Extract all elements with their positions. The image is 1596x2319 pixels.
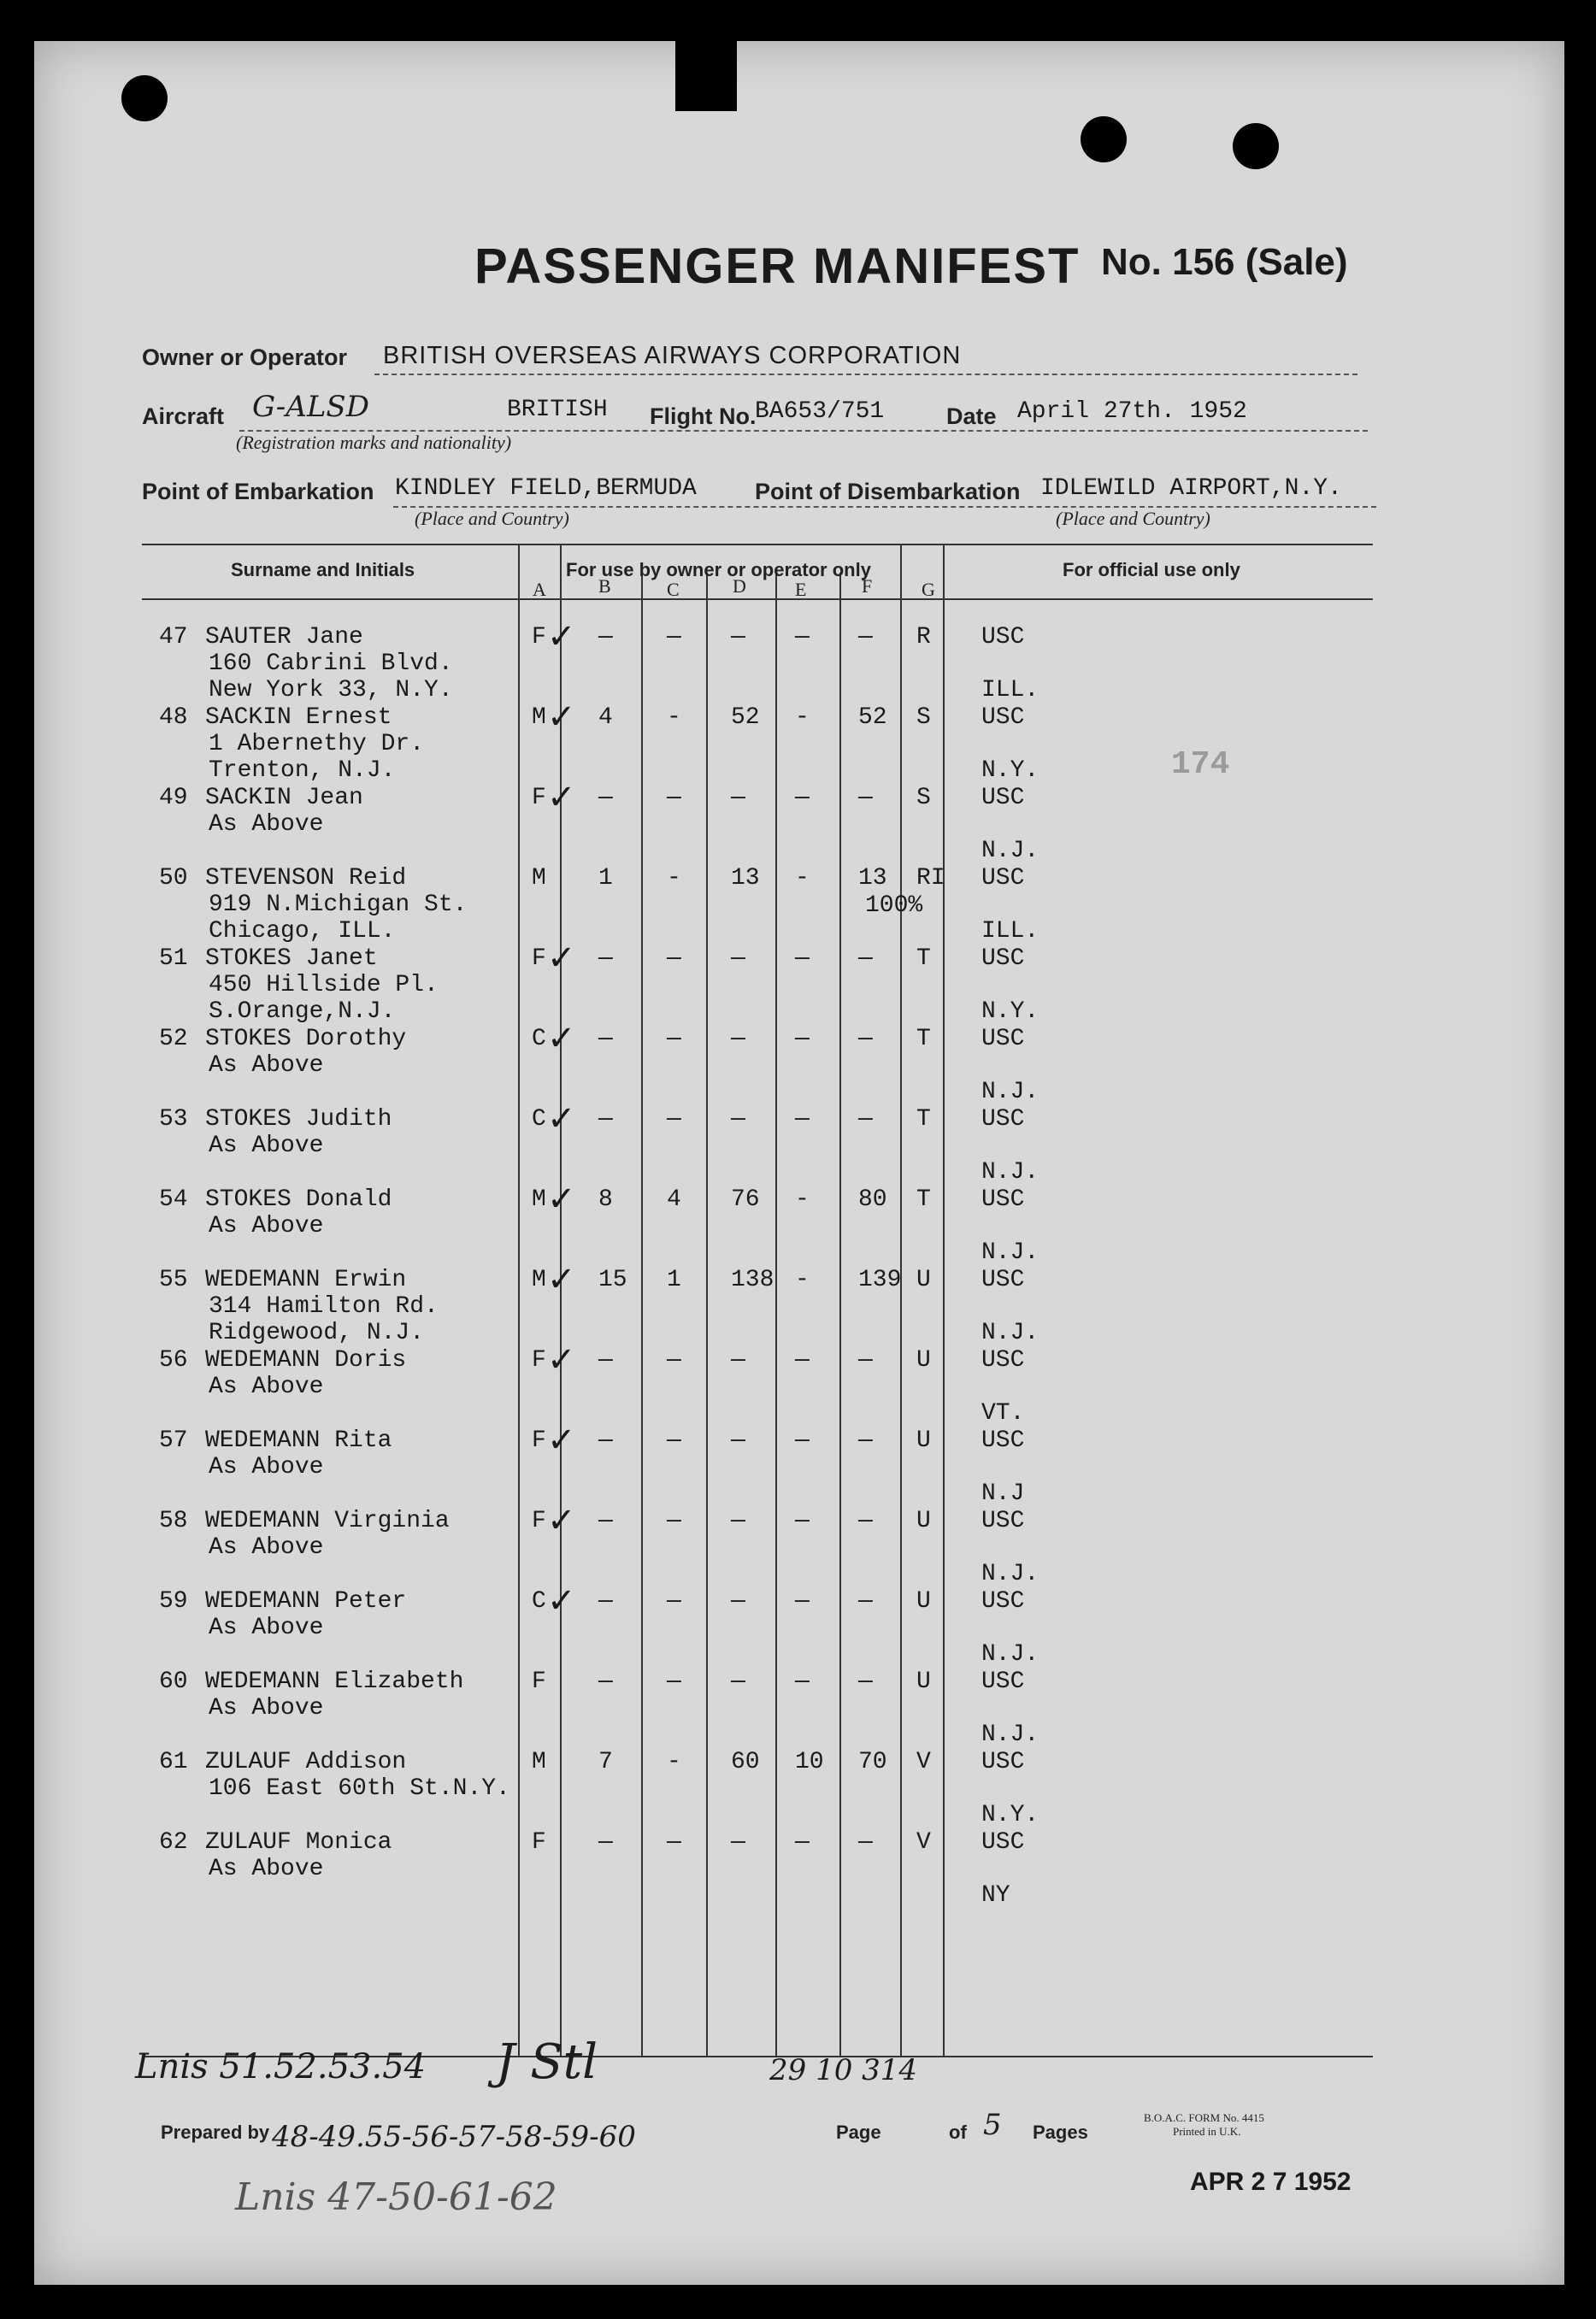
column-e-value: — — [795, 624, 810, 650]
passenger-number: 61 — [159, 1749, 188, 1775]
column-g-value: U — [916, 1508, 931, 1534]
passenger-address-1: As Above — [209, 1534, 324, 1561]
column-e-value: — — [795, 945, 810, 972]
column-d-value: — — [731, 945, 745, 972]
passenger-row — [0, 1581, 1530, 1668]
official-state: N.J. — [981, 1239, 1039, 1266]
column-e-value: — — [795, 785, 810, 811]
col-letter-f: F — [862, 575, 873, 597]
column-c-value: - — [667, 865, 681, 892]
passenger-address-1: As Above — [209, 1695, 324, 1722]
passenger-number: 55 — [159, 1267, 188, 1293]
form-reference: B.O.A.C. FORM No. 4415 — [1144, 2111, 1264, 2124]
column-c-value: — — [667, 1588, 681, 1615]
embark-value: KINDLEY FIELD,BERMUDA — [395, 475, 697, 502]
owner-use-header: For use by owner or operator only — [566, 559, 871, 580]
column-a-value: M — [532, 1749, 546, 1775]
column-e-value: — — [795, 1829, 810, 1856]
check-mark-icon: ✓ — [547, 1501, 576, 1540]
column-e-value: - — [795, 1267, 810, 1293]
column-e-value: — — [795, 1026, 810, 1052]
passenger-row — [0, 1180, 1530, 1266]
passenger-address-2: Trenton, N.J. — [209, 757, 396, 784]
handwritten-note-2: 48-49.55-56-57-58-59-60 — [272, 2120, 636, 2154]
column-d-value: 60 — [731, 1749, 760, 1775]
column-b-value: — — [598, 1508, 613, 1534]
owner-label: Owner or Operator — [142, 344, 348, 370]
column-e-value: — — [795, 1427, 810, 1454]
official-state: N.J. — [981, 1159, 1039, 1186]
column-b-value: — — [598, 1588, 613, 1615]
passenger-number: 57 — [159, 1427, 188, 1454]
column-e-value: — — [795, 1106, 810, 1133]
column-g-value: V — [916, 1749, 931, 1775]
column-d-value: — — [731, 1106, 745, 1133]
passenger-number: 58 — [159, 1508, 188, 1534]
official-state: N.J. — [981, 1079, 1039, 1105]
column-e-value: — — [795, 1508, 810, 1534]
flight-label: Flight No. — [650, 403, 757, 429]
col-letter-c: C — [667, 579, 680, 600]
pages-label: Pages — [1033, 2122, 1088, 2143]
aircraft-registration: G-ALSD — [252, 390, 369, 424]
column-g-value: V — [916, 1829, 931, 1856]
col-letter-b: B — [598, 575, 611, 597]
check-mark-icon: ✓ — [547, 617, 576, 656]
passenger-name: ZULAUF Addison — [205, 1749, 407, 1775]
aircraft-label: Aircraft — [142, 403, 225, 429]
column-c-value: — — [667, 1669, 681, 1695]
official-country: USC — [981, 1267, 1025, 1293]
official-country: USC — [981, 1427, 1025, 1454]
column-f-value: — — [858, 1669, 873, 1695]
passenger-number: 47 — [159, 624, 188, 650]
column-b-value: 15 — [598, 1267, 627, 1293]
column-b-value: — — [598, 624, 613, 650]
passenger-number: 60 — [159, 1669, 188, 1695]
column-b-value: 7 — [598, 1749, 613, 1775]
date-label: Date — [946, 403, 997, 429]
column-f-value: 70 — [858, 1749, 887, 1775]
column-g-value: R — [916, 624, 931, 650]
passenger-row — [0, 1260, 1530, 1346]
column-a-value: F — [532, 1669, 546, 1695]
passenger-row — [0, 865, 1530, 945]
official-country: USC — [981, 1186, 1025, 1213]
passenger-address-1: 1 Abernethy Dr. — [209, 731, 425, 757]
official-country: USC — [981, 1347, 1025, 1374]
column-c-value: - — [667, 1749, 681, 1775]
column-c-value: - — [667, 704, 681, 731]
signature: J Stl — [496, 2034, 598, 2090]
official-state: N.J. — [981, 1722, 1039, 1748]
passenger-name: STOKES Judith — [205, 1106, 392, 1133]
surname-header: Surname and Initials — [231, 559, 415, 580]
column-b-value: — — [598, 1106, 613, 1133]
column-d-value: — — [731, 1347, 745, 1374]
disembark-label: Point of Disembarkation — [755, 479, 1021, 504]
passenger-row — [0, 697, 1530, 784]
official-country: USC — [981, 1749, 1025, 1775]
document-title: PASSENGER MANIFEST — [474, 238, 1081, 294]
column-a-value: F — [532, 945, 546, 972]
column-f-value: — — [858, 1026, 873, 1052]
passenger-number: 52 — [159, 1026, 188, 1052]
column-e-value: — — [795, 1669, 810, 1695]
column-e-value: - — [795, 704, 810, 731]
passenger-name: WEDEMANN Rita — [205, 1427, 392, 1454]
check-mark-icon: ✓ — [547, 1260, 576, 1299]
passenger-row — [0, 939, 1530, 1025]
passenger-number: 62 — [159, 1829, 188, 1856]
column-g-value: U — [916, 1588, 931, 1615]
punch-hole — [121, 75, 168, 121]
passenger-name: WEDEMANN Virginia — [205, 1508, 450, 1534]
official-use-header: For official use only — [1063, 559, 1240, 580]
column-f-value: — — [858, 1106, 873, 1133]
column-c-value: — — [667, 1427, 681, 1454]
passenger-number: 51 — [159, 945, 188, 972]
column-f-value: 139 — [858, 1267, 902, 1293]
passenger-number: 56 — [159, 1347, 188, 1374]
column-g-value: T — [916, 945, 931, 972]
official-state: N.J. — [981, 838, 1039, 864]
column-e-value: — — [795, 1588, 810, 1615]
table-header-rule — [142, 598, 1373, 600]
column-f-value: 52 — [858, 704, 887, 731]
column-f-value: — — [858, 1347, 873, 1374]
passenger-name: ZULAUF Monica — [205, 1829, 392, 1856]
embark-label: Point of Embarkation — [142, 479, 374, 504]
column-d-value: — — [731, 624, 745, 650]
passenger-address-1: As Above — [209, 1856, 324, 1882]
column-c-value: — — [667, 1347, 681, 1374]
passenger-row — [0, 1340, 1530, 1427]
column-d-value: — — [731, 1427, 745, 1454]
column-d-value: — — [731, 785, 745, 811]
passenger-name: SAUTER Jane — [205, 624, 363, 650]
passenger-row — [0, 778, 1530, 864]
handwritten-note-1b: 29 10 314 — [769, 2053, 918, 2087]
passenger-address-2: S.Orange,N.J. — [209, 998, 396, 1025]
passenger-number: 49 — [159, 785, 188, 811]
disembark-value: IDLEWILD AIRPORT,N.Y. — [1040, 475, 1342, 502]
column-e-value: - — [795, 865, 810, 892]
passenger-number: 54 — [159, 1186, 188, 1213]
flight-value: BA653/751 — [755, 398, 885, 425]
passenger-row — [0, 1501, 1530, 1587]
official-country: USC — [981, 1669, 1025, 1695]
column-g-value: U — [916, 1267, 931, 1293]
column-b-value: 1 — [598, 865, 613, 892]
passenger-number: 48 — [159, 704, 188, 731]
passenger-row — [0, 1829, 1530, 1909]
passenger-address-2: Ridgewood, N.J. — [209, 1320, 425, 1346]
official-state: NY — [981, 1882, 1010, 1909]
passenger-address-1: As Above — [209, 1615, 324, 1641]
margin-number: 174 — [1171, 746, 1230, 783]
column-d-value: 76 — [731, 1186, 760, 1213]
check-mark-icon: ✓ — [547, 697, 576, 737]
column-f-value: — — [858, 1829, 873, 1856]
official-state: N.Y. — [981, 1802, 1039, 1828]
manifest-number: No. 156 (Sale) — [1101, 241, 1348, 283]
column-a-value: M — [532, 1186, 546, 1213]
passenger-address-1: As Above — [209, 1454, 324, 1480]
passenger-name: WEDEMANN Elizabeth — [205, 1669, 464, 1695]
column-c-value: 4 — [667, 1186, 681, 1213]
page-label: Page — [836, 2122, 881, 2143]
column-a-value: M — [532, 1267, 546, 1293]
column-a-value: C — [532, 1588, 546, 1615]
punch-hole — [1081, 116, 1127, 162]
check-mark-icon: ✓ — [547, 1340, 576, 1380]
column-a-value: F — [532, 1829, 546, 1856]
official-state: ILL. — [981, 677, 1039, 703]
passenger-address-2: New York 33, N.Y. — [209, 677, 453, 703]
passenger-address-1: 160 Cabrini Blvd. — [209, 650, 453, 677]
column-f-value: 80 — [858, 1186, 887, 1213]
column-b-value: — — [598, 785, 613, 811]
official-country: USC — [981, 1106, 1025, 1133]
passenger-name: WEDEMANN Erwin — [205, 1267, 407, 1293]
col-letter-a: A — [533, 579, 546, 600]
paper-tear — [675, 41, 737, 111]
column-c-value: — — [667, 1508, 681, 1534]
passenger-address-1: As Above — [209, 1213, 324, 1239]
official-country: USC — [981, 785, 1025, 811]
printed-in: Printed in U.K. — [1173, 2125, 1241, 2138]
official-country: USC — [981, 1588, 1025, 1615]
check-mark-icon: ✓ — [547, 1099, 576, 1139]
column-a-value: F — [532, 624, 546, 650]
passenger-name: WEDEMANN Doris — [205, 1347, 407, 1374]
passenger-row — [0, 1099, 1530, 1186]
check-mark-icon: ✓ — [547, 778, 576, 817]
column-g-value: S — [916, 704, 931, 731]
column-c-value: — — [667, 1106, 681, 1133]
column-a-value: F — [532, 1427, 546, 1454]
column-g-note: 100% — [865, 892, 923, 919]
column-f-value: — — [858, 1508, 873, 1534]
column-a-value: M — [532, 704, 546, 731]
check-mark-icon: ✓ — [547, 939, 576, 978]
column-c-value: — — [667, 624, 681, 650]
col-letter-d: D — [733, 575, 746, 597]
column-a-value: F — [532, 1508, 546, 1534]
passenger-number: 53 — [159, 1106, 188, 1133]
passenger-number: 59 — [159, 1588, 188, 1615]
column-d-value: — — [731, 1829, 745, 1856]
column-g-value: U — [916, 1347, 931, 1374]
column-b-value: 4 — [598, 704, 613, 731]
official-country: USC — [981, 1829, 1025, 1856]
column-d-value: 52 — [731, 704, 760, 731]
official-country: USC — [981, 1026, 1025, 1052]
official-country: USC — [981, 865, 1025, 892]
passenger-address-1: As Above — [209, 1374, 324, 1400]
column-f-value: — — [858, 1588, 873, 1615]
owner-value: BRITISH OVERSEAS AIRWAYS CORPORATION — [383, 342, 962, 369]
passenger-row — [0, 1421, 1530, 1507]
passenger-address-1: 314 Hamilton Rd. — [209, 1293, 439, 1320]
passenger-address-1: 919 N.Michigan St. — [209, 892, 468, 918]
check-mark-icon: ✓ — [547, 1581, 576, 1621]
passenger-address-1: As Above — [209, 811, 324, 838]
column-b-value: — — [598, 1347, 613, 1374]
column-e-value: - — [795, 1186, 810, 1213]
passenger-address-1: As Above — [209, 1133, 324, 1159]
column-g-value: T — [916, 1106, 931, 1133]
table-top-rule — [142, 544, 1373, 545]
column-b-value: — — [598, 1829, 613, 1856]
date-value: April 27th. 1952 — [1017, 398, 1247, 425]
official-state: N.J. — [981, 1641, 1039, 1668]
column-a-value: C — [532, 1026, 546, 1052]
column-d-value: 13 — [731, 865, 760, 892]
column-b-value: — — [598, 945, 613, 972]
column-g-value: T — [916, 1026, 931, 1052]
official-country: USC — [981, 624, 1025, 650]
passenger-name: SACKIN Ernest — [205, 704, 392, 731]
column-f-value: 13 — [858, 865, 887, 892]
official-state: N.J. — [981, 1320, 1039, 1346]
column-g-value: RI — [916, 865, 945, 892]
handwritten-note-1: Lnis 51.52.53.54 — [135, 2047, 427, 2087]
column-a-value: F — [532, 1347, 546, 1374]
owner-line — [374, 374, 1357, 375]
column-d-value: — — [731, 1026, 745, 1052]
column-c-value: 1 — [667, 1267, 681, 1293]
official-state: N.Y. — [981, 998, 1039, 1025]
column-g-value: U — [916, 1669, 931, 1695]
passenger-name: STEVENSON Reid — [205, 865, 407, 892]
column-d-value: — — [731, 1669, 745, 1695]
official-state: N.Y. — [981, 757, 1039, 784]
passenger-address-1: 450 Hillside Pl. — [209, 972, 439, 998]
column-a-value: F — [532, 785, 546, 811]
col-letter-e: E — [795, 579, 807, 600]
aircraft-sublabel: (Registration marks and nationality) — [236, 432, 512, 453]
column-g-value: T — [916, 1186, 931, 1213]
column-b-value: 8 — [598, 1186, 613, 1213]
of-label: of — [949, 2122, 967, 2143]
punch-hole — [1233, 123, 1279, 169]
date-stamp: APR 2 7 1952 — [1190, 2168, 1352, 2196]
column-g-value: U — [916, 1427, 931, 1454]
col-letter-g: G — [922, 579, 935, 600]
check-mark-icon: ✓ — [547, 1421, 576, 1460]
passenger-row — [0, 1019, 1530, 1105]
column-a-value: C — [532, 1106, 546, 1133]
handwritten-note-3: Lnis 47-50-61-62 — [235, 2175, 557, 2219]
official-country: USC — [981, 1508, 1025, 1534]
column-g-value: S — [916, 785, 931, 811]
official-country: USC — [981, 704, 1025, 731]
column-c-value: — — [667, 1829, 681, 1856]
column-f-value: — — [858, 785, 873, 811]
disembark-sublabel: (Place and Country) — [1056, 508, 1210, 529]
column-d-value: 138 — [731, 1267, 774, 1293]
passenger-name: STOKES Dorothy — [205, 1026, 407, 1052]
passenger-address-2: Chicago, ILL. — [209, 918, 396, 945]
official-state: N.J — [981, 1480, 1025, 1507]
check-mark-icon: ✓ — [547, 1180, 576, 1219]
official-state: ILL. — [981, 918, 1039, 945]
passenger-name: STOKES Janet — [205, 945, 378, 972]
prepared-label: Prepared by — [161, 2122, 270, 2143]
column-b-value: — — [598, 1026, 613, 1052]
passenger-row — [0, 1749, 1530, 1826]
column-b-value: — — [598, 1669, 613, 1695]
column-c-value: — — [667, 1026, 681, 1052]
passenger-row — [0, 1669, 1530, 1748]
column-f-value: — — [858, 945, 873, 972]
column-d-value: — — [731, 1588, 745, 1615]
passenger-address-1: 106 East 60th St.N.Y. — [209, 1775, 510, 1802]
passenger-row — [0, 617, 1530, 703]
official-state: N.J. — [981, 1561, 1039, 1587]
column-c-value: — — [667, 785, 681, 811]
embark-sublabel: (Place and Country) — [415, 508, 569, 529]
passenger-name: WEDEMANN Peter — [205, 1588, 407, 1615]
column-f-value: — — [858, 1427, 873, 1454]
check-mark-icon: ✓ — [547, 1019, 576, 1058]
column-e-value: 10 — [795, 1749, 824, 1775]
passenger-address-1: As Above — [209, 1052, 324, 1079]
column-e-value: — — [795, 1347, 810, 1374]
column-b-value: — — [598, 1427, 613, 1454]
official-state: VT. — [981, 1400, 1025, 1427]
aircraft-nationality: BRITISH — [507, 397, 608, 423]
column-c-value: — — [667, 945, 681, 972]
column-f-value: — — [858, 624, 873, 650]
passenger-name: STOKES Donald — [205, 1186, 392, 1213]
column-a-value: M — [532, 865, 546, 892]
column-d-value: — — [731, 1508, 745, 1534]
pages-total: 5 — [983, 2108, 1002, 2142]
passenger-number: 50 — [159, 865, 188, 892]
passenger-name: SACKIN Jean — [205, 785, 363, 811]
official-country: USC — [981, 945, 1025, 972]
